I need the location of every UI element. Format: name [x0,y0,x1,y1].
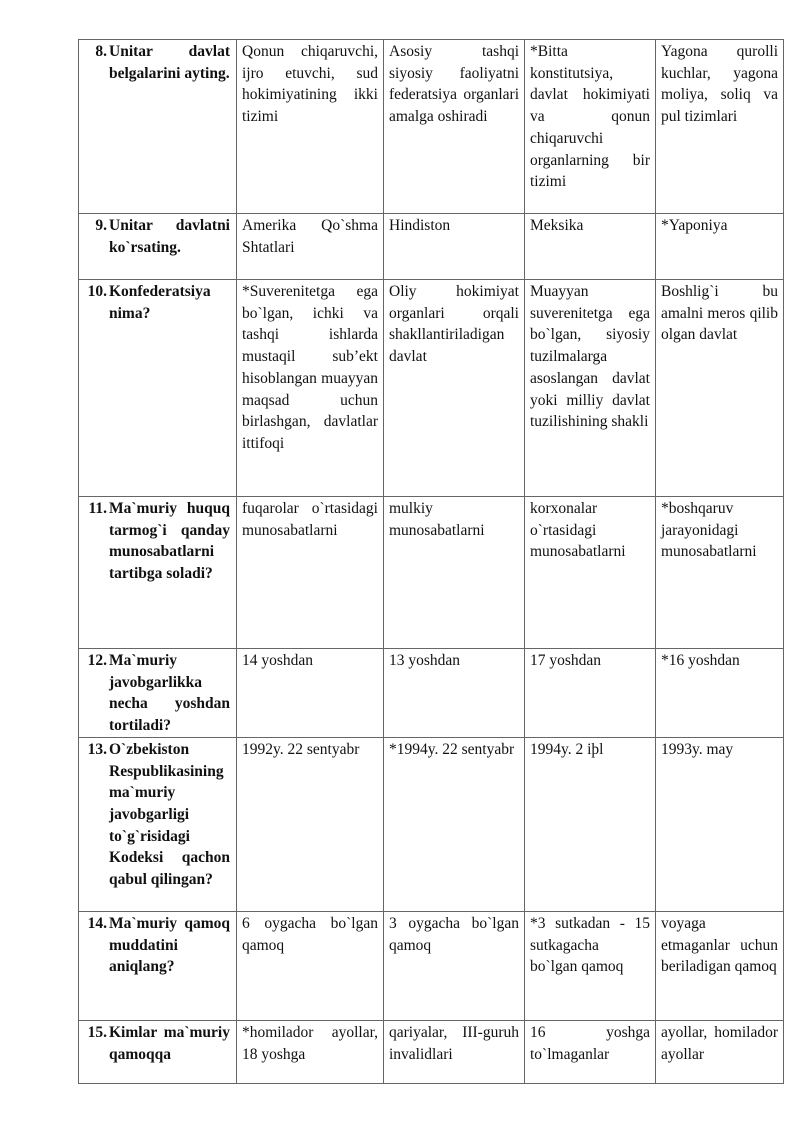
table-row [79,1020,784,1083]
answer-option-d: *boshqaruv jarayonidagi munosabatlarni [656,497,784,649]
table-row [79,280,784,497]
table-row [79,649,784,738]
answer-option-c: *3 sutkadan - 15 sutkagacha bo`lgan qamoq [525,911,656,1020]
question-text: Ma`muriy huquq tarmog`i qanday munosabatlarni tartibga soladi? [109,500,230,583]
table-row [79,497,784,649]
question-number: 12. [87,652,107,669]
answer-option-b: Oliy hokimiyat organlari orqali shakllantiriladigan davlat [384,280,525,497]
answer-option-d: ayollar, homilador ayollar [656,1020,784,1083]
answer-option-a: *homilador ayollar, 18 yoshga [237,1020,384,1083]
question-number: 8. [95,43,107,60]
answer-option-b: Hindiston [384,214,525,280]
answer-option-a: fuqarolar o`rtasidagi munosabatlarni [237,497,384,649]
answer-option-b: mulkiy munosabatlarni [384,497,525,649]
quiz-table [78,39,784,1084]
question-cell [79,1020,237,1083]
answer-option-d: voyaga etmaganlar uchun beriladigan qamoq [656,911,784,1020]
question-number: 13. [87,740,107,758]
question-number: 9. [95,217,107,234]
answer-option-a: 6 oygacha bo`lgan qamoq [237,911,384,1020]
table-row [79,737,784,911]
question-text: Unitar davlat belgalarini ayting. [109,43,230,82]
answer-option-c: Meksika [525,214,656,280]
answer-option-b: Asosiy tashqi siyosiy faoliyatni federatsiya organlari amalga oshiradi [384,40,525,214]
question-cell [79,214,237,280]
answer-option-a: *Suverenitetga ega bo`lgan, ichki va tashqi ishlarda mustaqil sub’ekt hisoblangan muayyan maqsad uchun birlashgan, davlatlar ittifoqi [237,280,384,497]
answer-option-c: 1994y. 2 iþl [525,737,656,911]
answer-option-d: Yagona qurolli kuchlar, yagona moliya, soliq va pul tizimlari [656,40,784,214]
question-number: 11. [88,500,107,517]
table-row [79,911,784,1020]
question-text: Unitar davlatni ko`rsating. [109,217,230,256]
question-number: 10. [87,283,107,300]
answer-option-d: 1993y. may [656,737,784,911]
answer-option-c: korxonalar o`rtasidagi munosabatlarni [525,497,656,649]
question-cell [79,649,237,738]
question-cell [79,40,237,214]
question-cell [79,737,237,911]
answer-option-b: qariyalar, III-guruh invalidlari [384,1020,525,1083]
table-row [79,40,784,214]
question-text: Ma`muriy qamoq muddatini aniqlang? [109,914,230,976]
question-cell [79,280,237,497]
question-text: O`zbekiston Respublikasining ma`muriy javobgarligi to`g`risidagi Kodeksi qachon qabul qilingan? [109,740,230,889]
answer-option-d: *16 yoshdan [656,649,784,738]
question-cell [79,911,237,1020]
question-text: Konfederatsiya nima? [109,283,211,322]
answer-option-c: *Bitta konstitutsiya, davlat hokimiyati va qonun chiqaruvchi organlarning bir tizimi [525,40,656,214]
answer-option-a: 14 yoshdan [237,649,384,738]
answer-option-a: Qonun chiqaruvchi, ijro etuvchi, sud hokimiyatining ikki tizimi [237,40,384,214]
question-text: Ma`muriy javobgarlikka necha yoshdan tortiladi? [109,652,230,735]
answer-option-a: 1992y. 22 sentyabr [237,737,384,911]
answer-option-d: *Yaponiya [656,214,784,280]
answer-option-b: 3 oygacha bo`lgan qamoq [384,911,525,1020]
question-text: Kimlar ma`muriy qamoqqa [109,1023,230,1063]
answer-option-c: 17 yoshdan [525,649,656,738]
question-number: 15. [87,1023,107,1041]
answer-option-c: 16 yoshga to`lmaganlar [525,1020,656,1083]
answer-option-c: Muayyan suverenitetga ega bo`lgan, siyosiy tuzilmalarga asoslangan davlat yoki milliy davlat tuzilishining shakli [525,280,656,497]
question-cell [79,497,237,649]
answer-option-b: 13 yoshdan [384,649,525,738]
question-number: 14. [87,914,107,932]
answer-option-b: *1994y. 22 sentyabr [384,737,525,911]
answer-option-a: Amerika Qo`shma Shtatlari [237,214,384,280]
table-row [79,214,784,280]
answer-option-d: Boshlig`i bu amalni meros qilib olgan davlat [656,280,784,497]
